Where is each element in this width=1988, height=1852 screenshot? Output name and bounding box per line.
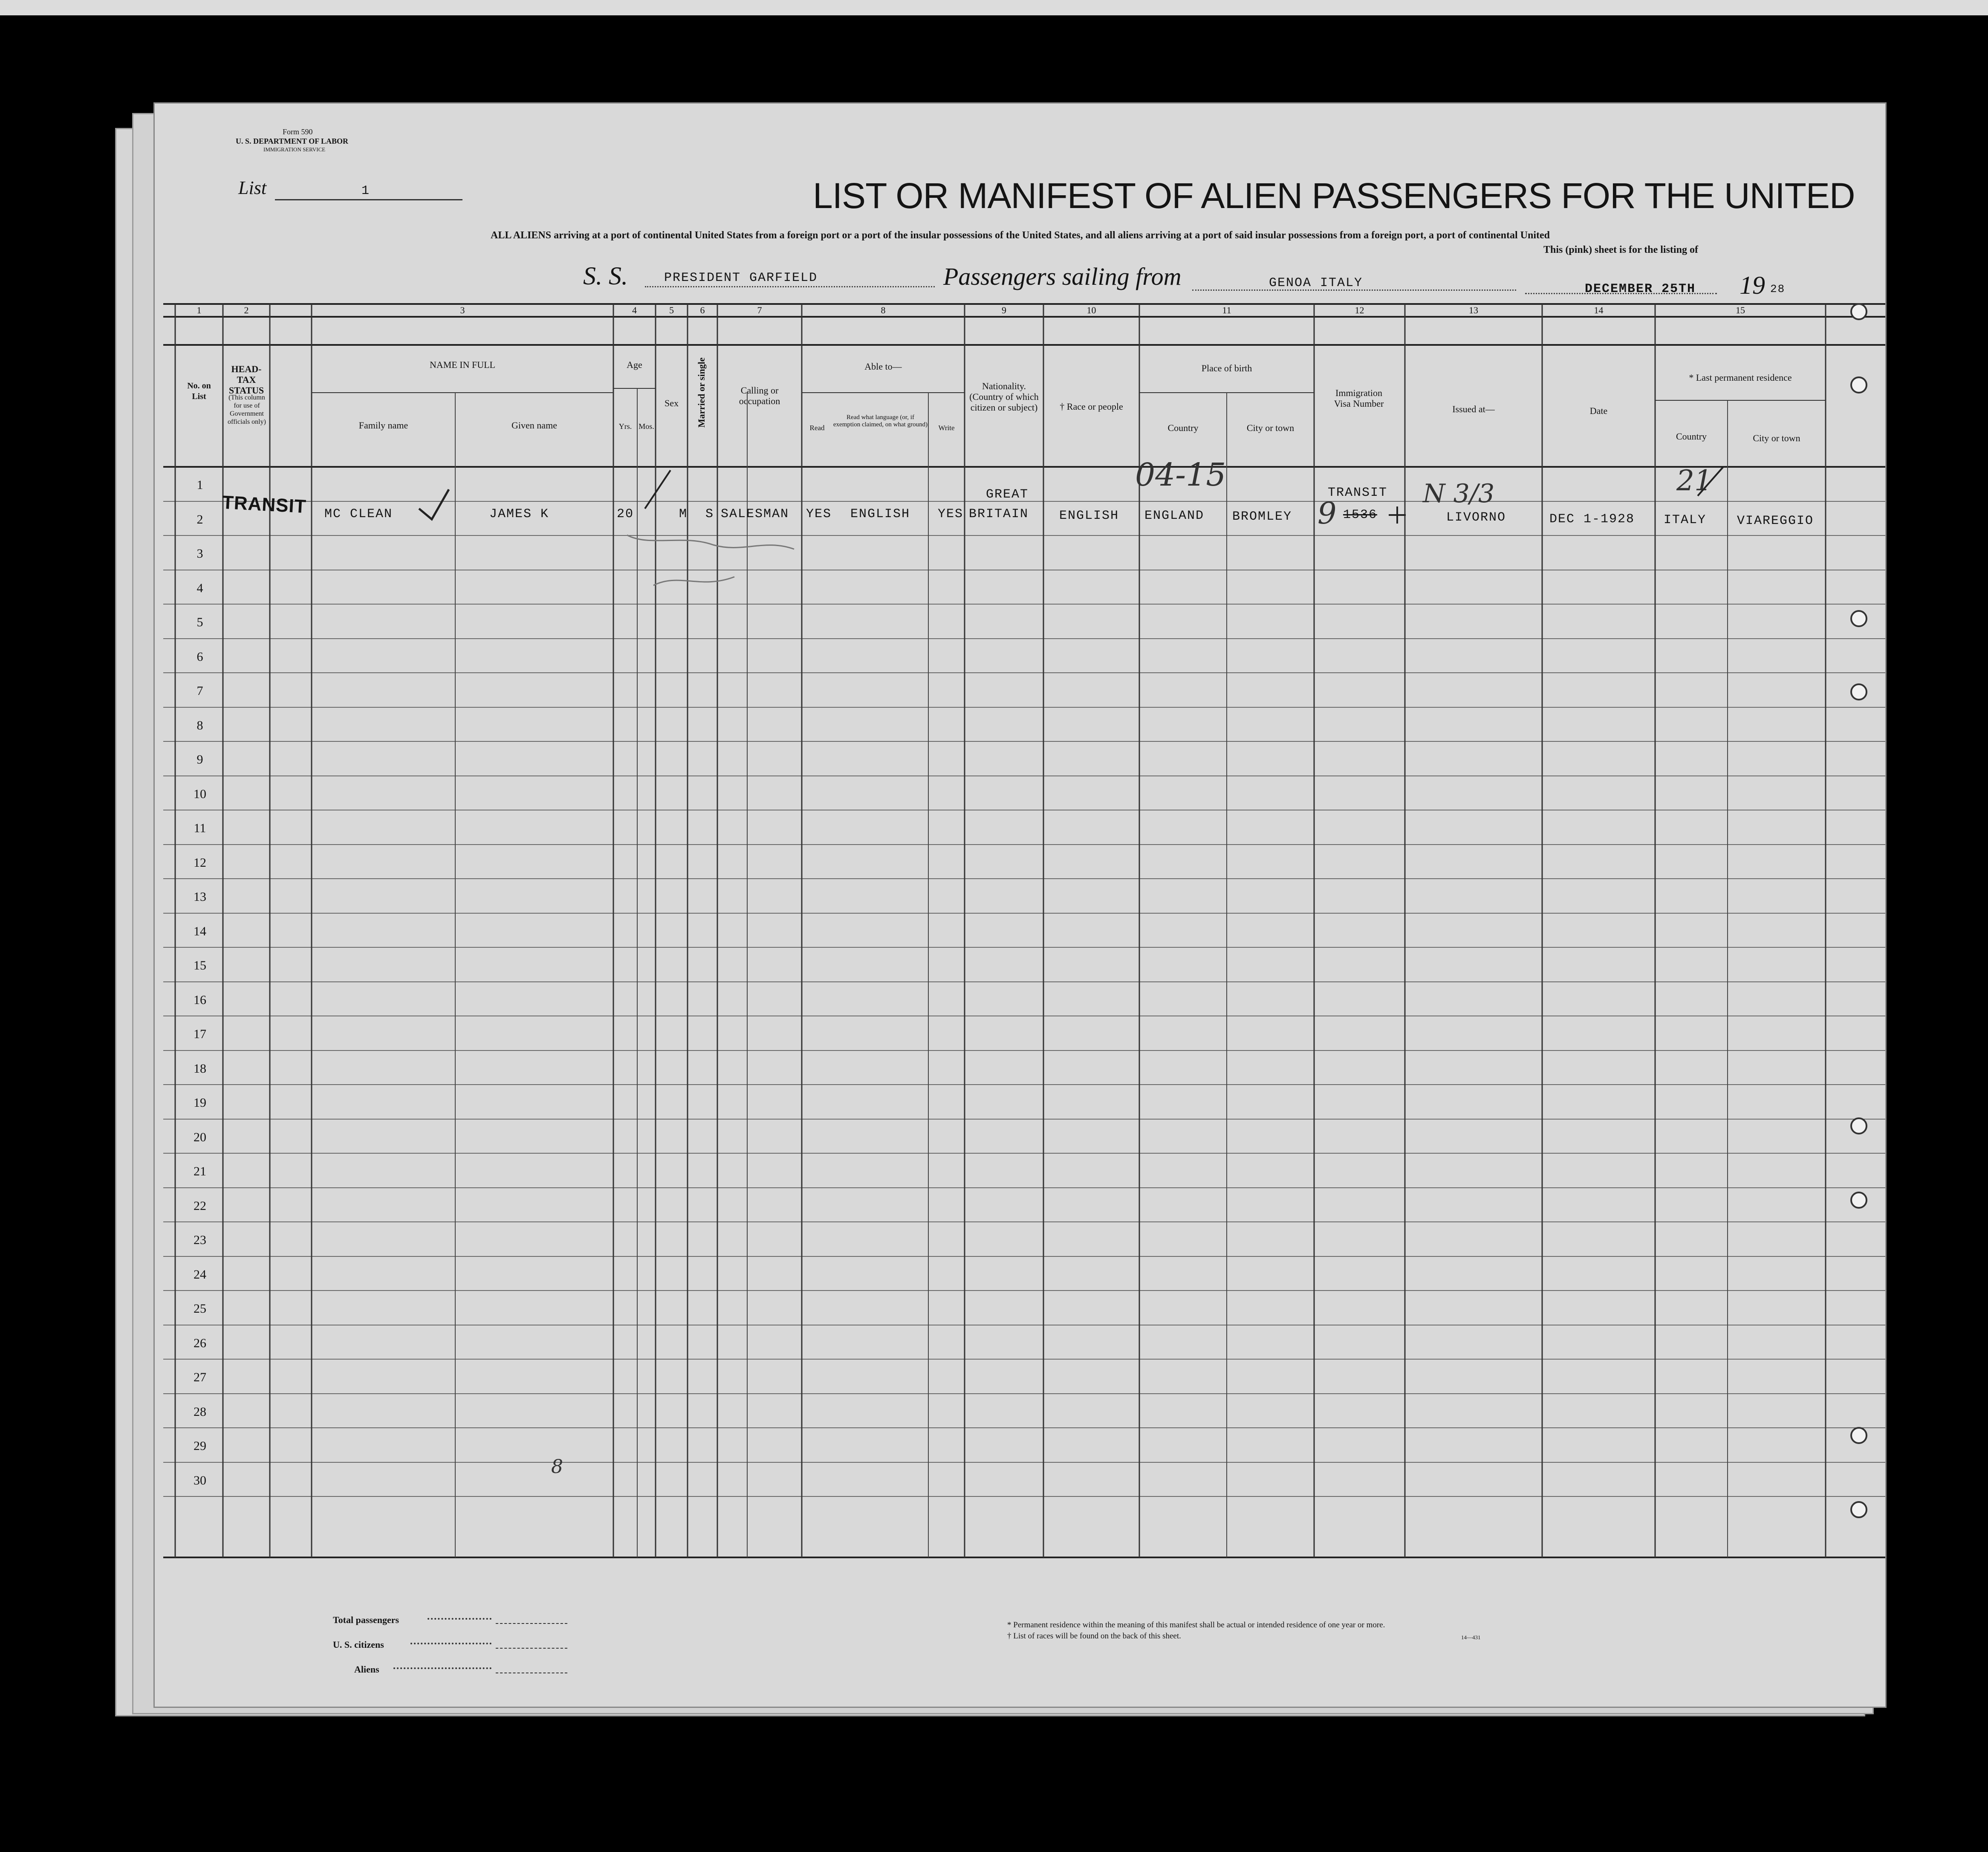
occupation: SALESMAN <box>721 507 789 521</box>
visa-date: DEC 1-1928 <box>1549 512 1635 527</box>
hdr-calling: Calling or occupation <box>739 385 780 406</box>
hdr-given-name: Given name <box>511 420 557 431</box>
hdr-read-language: Read what language (or, if exemption claimed, on what ground) <box>833 414 928 428</box>
row-number: 21 <box>194 1164 206 1178</box>
nationality-line-2: BRITAIN <box>969 507 1029 521</box>
title-subtitle-2: This (pink) sheet is for the listing of <box>1543 244 1698 255</box>
hdr-married <box>696 357 707 428</box>
hdr-read: Read <box>809 424 825 432</box>
hdr-family-name: Family name <box>358 420 408 431</box>
binder-hole <box>1850 1501 1867 1518</box>
footer-leader <box>428 1618 491 1620</box>
department: U. S. DEPARTMENT OF LABOR <box>236 137 349 145</box>
row-number: 9 <box>196 752 203 767</box>
hdr-mos: Mos. <box>639 422 654 431</box>
row-number: 19 <box>194 1096 206 1110</box>
col-num-15: 15 <box>1736 305 1745 315</box>
hand-issued-note: N 3/3 <box>1423 479 1495 509</box>
hdr-place-of-birth: Place of birth <box>1201 363 1252 373</box>
hdr-name-in-full: NAME IN FULL <box>430 359 495 370</box>
hdr-issued-at: Issued at— <box>1452 404 1495 414</box>
binder-hole <box>1850 303 1867 320</box>
hdr-birth-city: City or town <box>1246 422 1295 433</box>
birth-country: ENGLAND <box>1144 509 1205 523</box>
year-suffix: 28 <box>1770 283 1786 295</box>
row-number: 27 <box>194 1370 206 1384</box>
visa-number: 1536 <box>1343 508 1378 522</box>
hand-birth-note: 04-15 <box>1135 457 1226 493</box>
aliens-label: Aliens <box>354 1664 379 1675</box>
ss-label: S. S. <box>583 262 628 290</box>
sailing-date: DECEMBER 25TH <box>1585 282 1696 296</box>
row-number: 17 <box>194 1027 206 1041</box>
head-tax-stamp: TRANSIT <box>221 492 307 518</box>
hdr-sex: Sex <box>665 398 679 408</box>
hdr-head-tax-note: (This column for use of Government officials only) <box>228 394 266 425</box>
hand-page-mark: 8 <box>551 1456 563 1478</box>
table-grid <box>155 104 1885 1707</box>
sub-column-lines <box>455 388 1728 1557</box>
us-citizens-label: U. S. citizens <box>333 1639 384 1650</box>
hdr-res-city: City or town <box>1753 433 1800 443</box>
sex: M <box>679 507 688 521</box>
binder-hole <box>1850 1427 1867 1444</box>
binder-hole <box>1850 1117 1867 1134</box>
row-number: 13 <box>194 890 206 904</box>
footer-line <box>496 1648 567 1649</box>
hdr-res-country: Country <box>1676 431 1707 442</box>
title-subtitle-1: ALL ALIENS arriving at a port of continental United States from a foreign port or a port of the insular possessions of the United States, and all aliens arriving at a port of said insular possessions from a foreign port, a port of continental United <box>491 230 1550 241</box>
col-num-3: 3 <box>460 305 465 315</box>
col-num-12: 12 <box>1355 305 1364 315</box>
row-number: 3 <box>196 547 203 561</box>
family-name: MC CLEAN <box>324 507 393 521</box>
row-number: 14 <box>194 924 206 938</box>
binder-hole <box>1850 376 1867 394</box>
row-number: 30 <box>194 1473 206 1487</box>
hdr-head-tax: HEAD-TAX STATUS <box>228 364 264 396</box>
manifest-title: LIST OR MANIFEST OF ALIEN PASSENGERS FOR THE UNITED <box>813 176 1855 216</box>
note-races: † List of races will be found on the back of this sheet. <box>1007 1632 1181 1641</box>
binder-hole <box>1850 683 1867 700</box>
row-number: 28 <box>194 1404 206 1419</box>
row-number: 18 <box>194 1061 206 1076</box>
row-number: 29 <box>194 1439 206 1453</box>
col-num-10: 10 <box>1086 305 1096 315</box>
list-number: 1 <box>361 184 370 198</box>
port-name: GENOA ITALY <box>1269 276 1363 290</box>
hdr-no-on-list: No. on List <box>187 381 211 401</box>
year-prefix: 19 <box>1740 271 1765 299</box>
hdr-last-residence: * Last permanent residence <box>1689 372 1792 383</box>
col-num-2: 2 <box>244 305 249 315</box>
row-number: 1 <box>196 478 203 492</box>
list-label: List <box>238 177 267 198</box>
scan-top-strip <box>0 0 1988 15</box>
hdr-able-to: Able to— <box>864 361 902 372</box>
binder-hole <box>1850 610 1867 627</box>
hdr-birth-country: Country <box>1167 422 1199 433</box>
hdr-visa-number: Immigration Visa Number <box>1334 388 1384 409</box>
hdr-yrs: Yrs. <box>618 422 632 431</box>
race: ENGLISH <box>1059 509 1119 523</box>
col-num-7: 7 <box>757 305 762 315</box>
row-number: 15 <box>194 958 206 972</box>
row-number: 7 <box>196 684 203 698</box>
hdr-age: Age <box>627 359 642 370</box>
hand-residence-note: 21 <box>1676 464 1712 497</box>
row-number: 10 <box>194 787 206 801</box>
row-number: 2 <box>196 512 203 527</box>
col-num-1: 1 <box>196 305 202 315</box>
col-num-14: 14 <box>1594 305 1604 315</box>
manifest-sheet <box>153 102 1887 1708</box>
hdr-write: Write <box>938 424 955 432</box>
sub-header-lines <box>312 388 1826 400</box>
row-number: 11 <box>194 821 206 835</box>
birth-city: BROMLEY <box>1232 509 1292 524</box>
row-number: 4 <box>196 581 203 595</box>
row-number: 24 <box>194 1267 206 1282</box>
row-number: 5 <box>196 615 203 629</box>
row-number: 26 <box>194 1336 206 1350</box>
footer-leader <box>393 1667 491 1669</box>
residence-city: VIAREGGIO <box>1737 514 1814 528</box>
col-num-6: 6 <box>700 305 705 315</box>
col-num-13: 13 <box>1469 305 1478 315</box>
can-write: YES <box>938 507 964 521</box>
issued-at: LIVORNO <box>1446 510 1506 525</box>
given-name: JAMES K <box>489 507 549 521</box>
form-code: 14—431 <box>1461 1634 1481 1641</box>
can-read: YES <box>806 507 832 521</box>
hdr-married-label: Married or single <box>696 357 707 428</box>
row-number: 23 <box>194 1233 206 1247</box>
row-lines <box>163 501 1885 1496</box>
age-years: 20 <box>617 507 634 521</box>
nationality-line-1: GREAT <box>986 487 1029 502</box>
row-number: 25 <box>194 1302 206 1316</box>
residence-country: ITALY <box>1664 513 1707 527</box>
hdr-race: † Race or people <box>1060 401 1123 412</box>
total-passengers-label: Total passengers <box>333 1615 399 1625</box>
form-number: Form 590 <box>283 127 313 136</box>
hdr-nationality: Nationality. (Country of which citizen or subject) <box>969 381 1039 413</box>
col-num-5: 5 <box>669 305 674 315</box>
footer-line <box>496 1623 567 1624</box>
binder-hole <box>1850 1192 1867 1209</box>
read-language: ENGLISH <box>850 507 910 521</box>
ship-name: PRESIDENT GARFIELD <box>664 271 818 285</box>
service: IMMIGRATION SERVICE <box>263 146 326 153</box>
col-num-11: 11 <box>1222 305 1231 315</box>
row-number: 22 <box>194 1198 206 1213</box>
col-num-9: 9 <box>1002 305 1006 315</box>
row-number: 12 <box>194 855 206 870</box>
marital-status: S <box>705 507 714 521</box>
footer-leader <box>410 1643 491 1644</box>
sailing-label: Passengers sailing from <box>943 263 1182 290</box>
row-number: 16 <box>194 993 206 1007</box>
col-num-4: 4 <box>632 305 637 315</box>
hand-visa-prefix: 9 <box>1318 496 1337 531</box>
note-residence: * Permanent residence within the meaning of this manifest shall be actual or intended residence of one year or more. <box>1007 1620 1385 1629</box>
row-number: 20 <box>194 1130 206 1144</box>
col-num-8: 8 <box>881 305 886 315</box>
hdr-date: Date <box>1589 405 1608 416</box>
row-number: 6 <box>196 649 203 664</box>
visa-transit: TRANSIT <box>1328 486 1388 500</box>
row-number: 8 <box>196 718 203 732</box>
